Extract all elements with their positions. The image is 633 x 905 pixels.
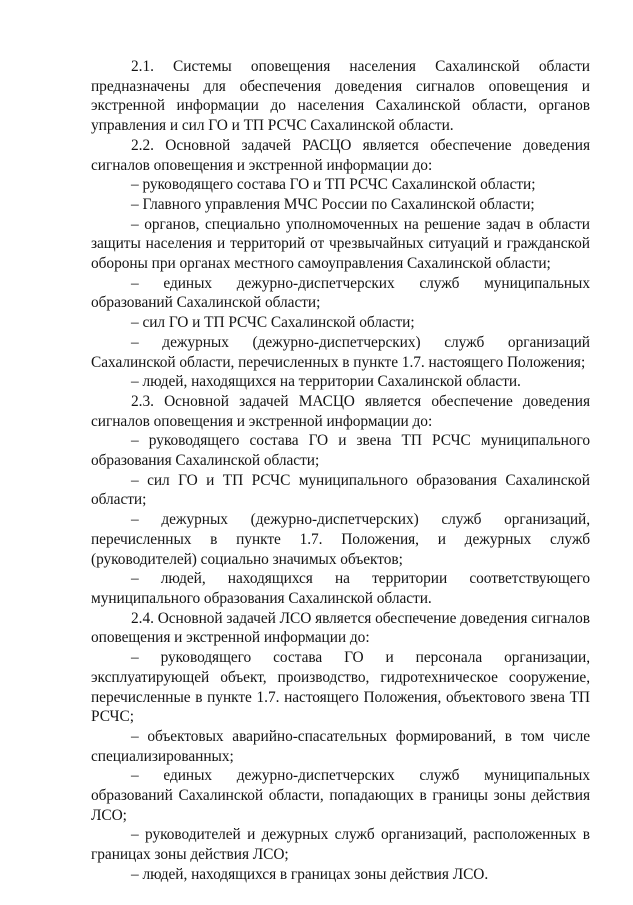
paragraph-2-3: 2.3. Основной задачей МАСЦО является обеспечение доведения сигналов оповещения и экстренной информации до:	[91, 392, 590, 430]
list-item: – руководителей и дежурных служб организаций, расположенных в границах зоны действия ЛСО;	[91, 826, 590, 864]
paragraph-2-2: 2.2. Основной задачей РАСЦО является обеспечение доведения сигналов оповещения и экстренной информации до:	[91, 136, 590, 174]
list-item: – руководящего состава ГО и ТП РСЧС Сахалинской области;	[131, 176, 536, 194]
paragraph-2-4: 2.4. Основной задачей ЛСО является обеспечение доведения сигналов оповещения и экстренной информации до:	[91, 609, 590, 647]
list-item: – дежурных (дежурно-диспетчерских) служб организаций Сахалинской области, перечисленных в пункте 1.7. настоящего Положения;	[91, 333, 590, 371]
list-item: – объектовых аварийно-спасательных формирований, в том числе специализированных;	[91, 727, 590, 765]
list-item: – людей, находящихся в границах зоны действия ЛСО.	[131, 865, 489, 883]
list-item: – людей, находящихся на территории Сахалинской области.	[131, 373, 521, 391]
list-item: – сил ГО и ТП РСЧС Сахалинской области;	[131, 314, 415, 332]
list-item: – сил ГО и ТП РСЧС муниципального образования Сахалинской области;	[91, 471, 590, 509]
list-item: – органов, специально уполномоченных на решение задач в области защиты населения и территорий от чрезвычайных ситуаций и гражданской обороны при органах местного самоуправления Сахалинской области;	[91, 215, 590, 273]
list-item: – единых дежурно-диспетчерских служб муниципальных образований Сахалинской области;	[91, 274, 590, 312]
list-item: – дежурных (дежурно-диспетчерских) служб организаций, перечисленных в пункте 1.7. Положения, и дежурных служб (руководителей) социально значимых объектов;	[91, 511, 590, 568]
list-item: – единых дежурно-диспетчерских служб муниципальных образований Сахалинской области, попадающих в границы зоны действия ЛСО;	[91, 767, 590, 824]
list-item: – людей, находящихся на территории соответствующего муниципального образования Сахалинской области.	[91, 570, 590, 607]
paragraph-2-1: 2.1. Системы оповещения населения Сахалинской области предназначены для обеспечения доведения сигналов оповещения и экстренной информации до населения Сахалинской области, органов управления и сил ГО и ТП РСЧС Сахалинской области.	[91, 58, 590, 135]
list-item: – руководящего состава ГО и звена ТП РСЧС муниципального образования Сахалинской области;	[91, 432, 590, 470]
list-item: – Главного управления МЧС России по Сахалинской области;	[131, 195, 535, 213]
list-item: – руководящего состава ГО и персонала организации, эксплуатирующей объект, производство, гидротехническое сооружение, перечисленные в пункте 1.7. настоящего Положения, объектового звена ТП РСЧС;	[91, 649, 590, 726]
